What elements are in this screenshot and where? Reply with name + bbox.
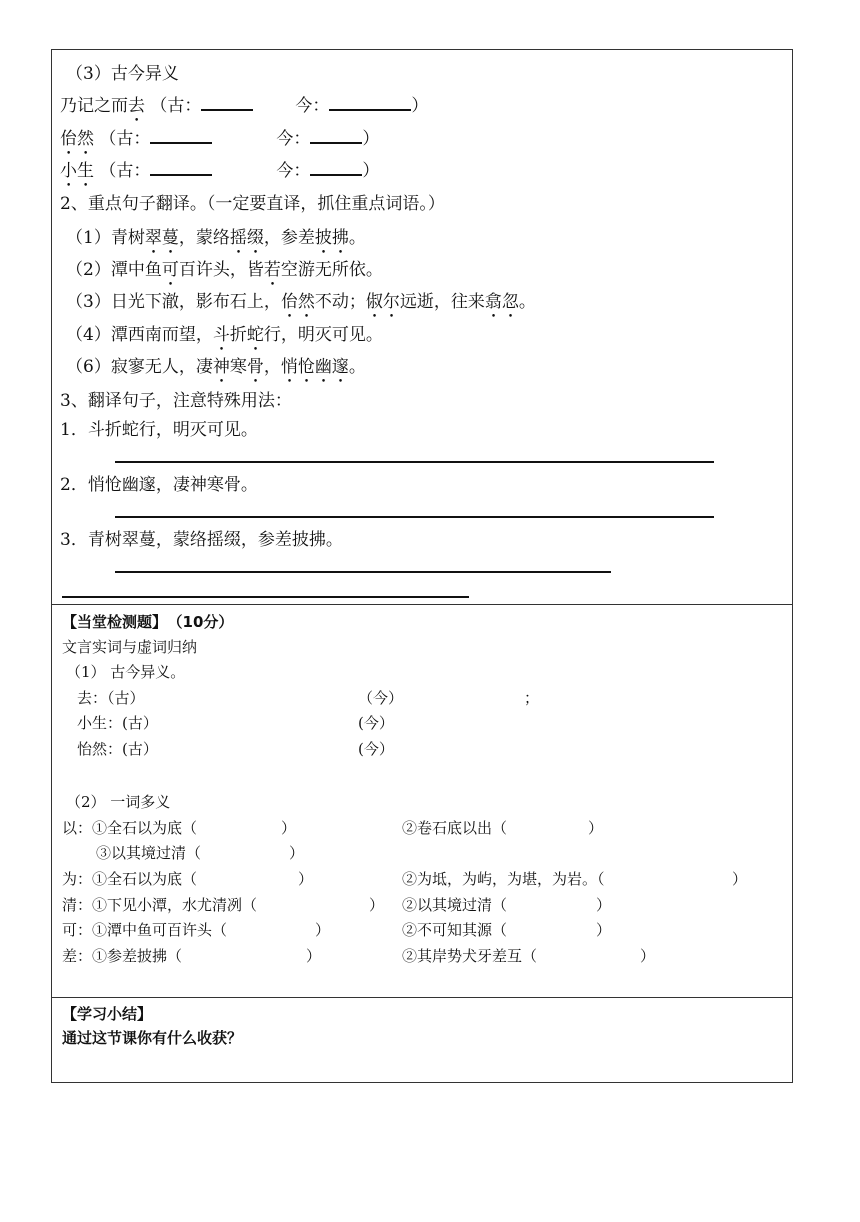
yi-item-1: 以：①全石以为底（ bbox=[62, 819, 198, 837]
gujin-qu-jin: （今） bbox=[358, 689, 404, 707]
summary-title: 【学习小结】 bbox=[62, 1005, 153, 1023]
answer-blank[interactable] bbox=[310, 125, 362, 144]
gujin-row-xiaosheng: 小生 （古： 今： ） bbox=[60, 156, 379, 191]
yi-item-3: ③以其境过清（ bbox=[96, 844, 202, 862]
yi-item-2: ②卷石底以出（ bbox=[402, 819, 508, 837]
quiz-title: 【当堂检测题】 （10分） bbox=[62, 613, 234, 631]
qing-item-1: 清：①下见小潭，水尤清冽（ bbox=[62, 896, 258, 914]
cha-item-2: ②其岸势犬牙差互（ bbox=[402, 947, 538, 965]
part-2-label: （2） 一词多义 bbox=[66, 793, 171, 811]
answer-blank[interactable] bbox=[201, 92, 253, 111]
sentence-3: （3）日光下澈，影布石上，佁然不动；俶尔远逝，往来翕忽。 bbox=[66, 292, 536, 312]
gujin-xiaosheng-gu: 小生：(古） bbox=[77, 714, 158, 732]
answer-blank[interactable] bbox=[329, 92, 411, 111]
question-1: 1．斗折蛇行，明灭可见。 bbox=[60, 420, 258, 440]
heading-gujin: （3）古今异义 bbox=[66, 64, 179, 84]
gujin-row-qu: 乃记之而去 （古： 今： ） bbox=[60, 91, 428, 126]
answer-blank[interactable] bbox=[150, 125, 212, 144]
gujin-qu-gu: 去：（古） bbox=[77, 689, 145, 707]
translation-section bbox=[52, 50, 792, 604]
quiz-section: 【当堂检测题】 （10分） 文言实词与虚词归纳 （1） 古今异义。 去：（古） （今） ； 小生：(古） (今） 怡然：(古） (今） （2） 一词多义 以：①全石以为底（ ） ②卷石底以出（ ） ③以其境过清（ ） 为：①全石以为底（ ） ②为坻，为屿，为堪，为岩。（ ） 清：①下见小潭，水尤清冽（ ） ②以其境过清（ ） 可：①潭中鱼可百许头（ ） ②不可知其源（ ） 差：①参差披拂（ ） ②其岸势犬牙差互（ ） bbox=[52, 604, 792, 997]
gujin-yiran-jin: (今） bbox=[358, 740, 394, 758]
answer-line[interactable] bbox=[62, 596, 469, 598]
qing-item-2: ②以其境过清（ bbox=[402, 896, 508, 914]
sentence-4: （4）潭西南而望，斗折蛇行，明灭可见。 bbox=[66, 325, 383, 345]
sentence-2: （2）潭中鱼可百许头，皆若空游无所依。 bbox=[66, 260, 383, 280]
question-3: 3．青树翠蔓，蒙络摇缀，参差披拂。 bbox=[60, 530, 343, 550]
ke-item-2: ②不可知其源（ bbox=[402, 921, 508, 939]
heading-key-sentences: 2、重点句子翻译。（一定要直译，抓住重点词语。） bbox=[60, 194, 445, 214]
answer-line[interactable] bbox=[115, 571, 611, 573]
sentence-5: （6）寂寥无人，凄神寒骨，悄怆幽邃。 bbox=[66, 357, 366, 377]
cha-item-1: 差：①参差披拂（ bbox=[62, 947, 183, 965]
part-1-label: （1） 古今异义。 bbox=[66, 663, 186, 681]
wei-item-2: ②为坻，为屿，为堪，为岩。（ bbox=[402, 870, 605, 888]
quiz-subtitle: 文言实词与虚词归纳 bbox=[62, 638, 198, 656]
wei-item-1: 为：①全石以为底（ bbox=[62, 870, 198, 888]
answer-line[interactable] bbox=[115, 516, 714, 518]
summary-section bbox=[52, 997, 792, 1084]
answer-line[interactable] bbox=[115, 461, 714, 463]
gujin-xiaosheng-jin: (今） bbox=[358, 714, 394, 732]
gujin-row-yiran: 佁然 （古： 今： ） bbox=[60, 124, 379, 159]
sentence-1: （1）青树翠蔓，蒙络摇缀，参差披拂。 bbox=[66, 228, 366, 248]
semicolon: ； bbox=[524, 689, 540, 707]
heading-special-usage: 3、翻译句子，注意特殊用法： bbox=[60, 391, 292, 411]
summary-question: 通过这节课你有什么收获？ bbox=[62, 1029, 243, 1047]
question-2: 2．悄怆幽邃，凄神寒骨。 bbox=[60, 475, 258, 495]
gujin-yiran-gu: 怡然：(古） bbox=[77, 740, 158, 758]
answer-blank[interactable] bbox=[310, 157, 362, 176]
worksheet-table bbox=[51, 49, 793, 1083]
answer-blank[interactable] bbox=[150, 157, 212, 176]
ke-item-1: 可：①潭中鱼可百许头（ bbox=[62, 921, 228, 939]
